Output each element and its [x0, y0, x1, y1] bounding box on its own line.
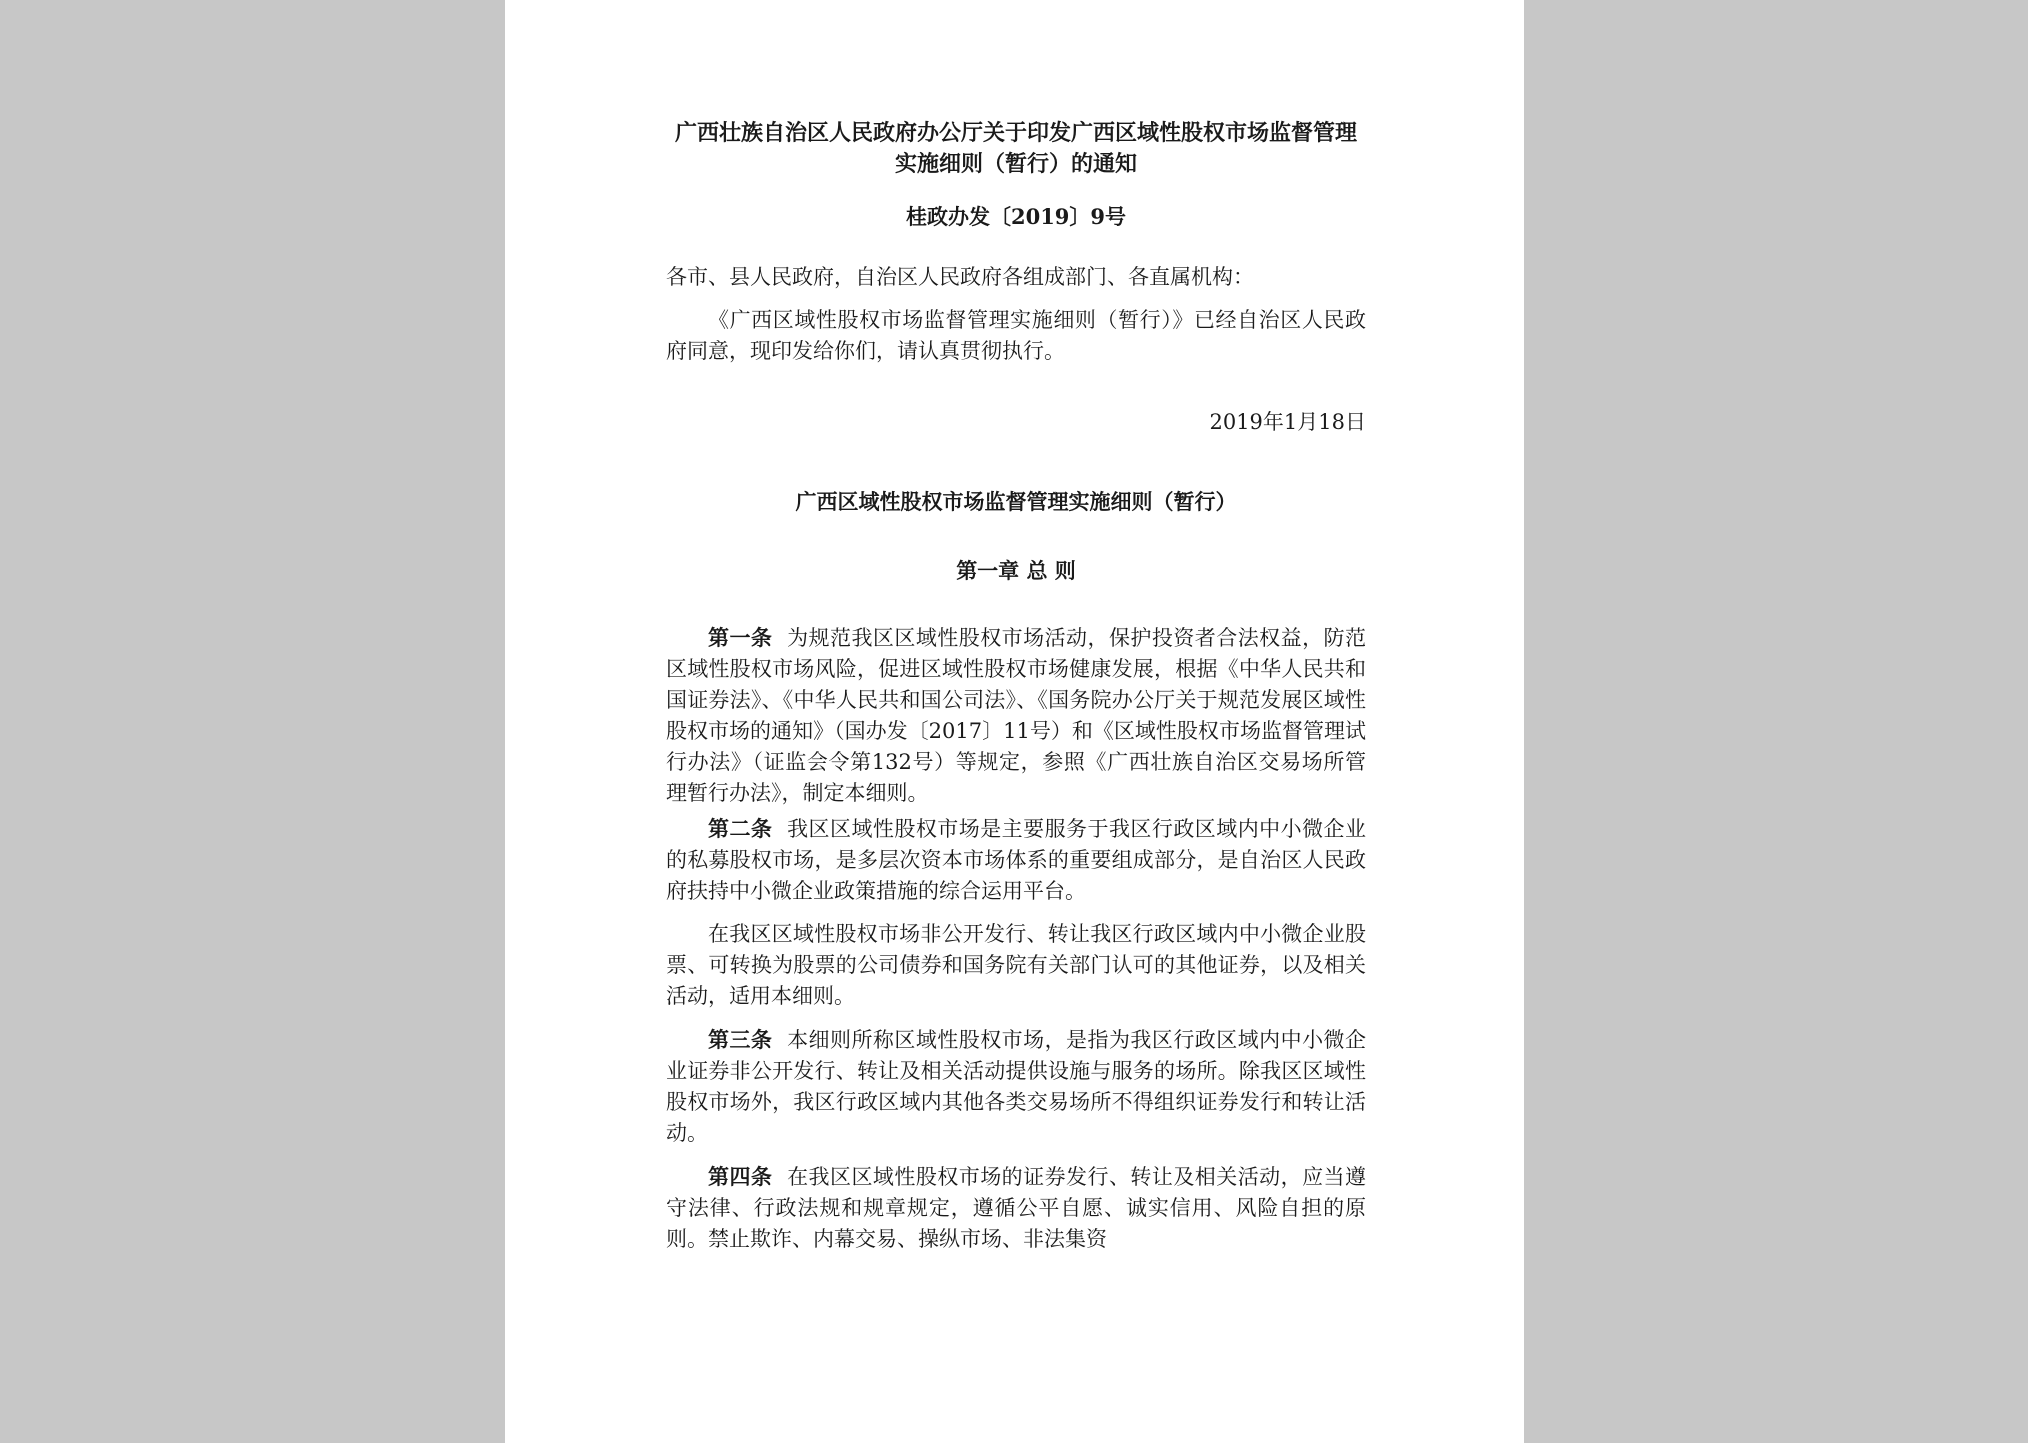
- document-number: 桂政办发〔2019〕9号: [905, 204, 1127, 229]
- article-label: 第三条: [708, 1027, 773, 1052]
- chapter-title: 第一章 总 则: [956, 558, 1076, 583]
- article-text: 在我区区域性股权市场非公开发行、转让我区行政区域内中小微企业股票、可转换为股票的公司债券和国务院有关部门认可的其他证券，以及相关活动，适用本细则。: [666, 922, 1366, 1008]
- article-3: [666, 1024, 1366, 1149]
- article-4: [666, 1161, 1366, 1255]
- article-text: 在我区区域性股权市场的证券发行、转让及相关活动，应当遵守法律、行政法规和规章规定，遵循公平自愿、诚实信用、风险自担的原则。禁止欺诈、内幕交易、操纵市场、非法集资: [666, 1165, 1367, 1251]
- document-content: [666, 118, 1366, 1255]
- article-text: 为规范我区区域性股权市场活动，保护投资者合法权益，防范区域性股权市场风险，促进区域性股权市场健康发展，根据《中华人民共和国证券法》、《中华人民共和国公司法》、《国务院办公厅关于规范发展区域性股权市场的通知》（国办发〔2017〕11号）和《区域性股权市场监督管理试行办法》（证监会令第132号）等规定，参照《广西壮族自治区交易场所管理暂行办法》，制定本细则。: [666, 626, 1367, 805]
- article-label: 第一条: [708, 625, 773, 650]
- document-page: [505, 0, 1524, 1443]
- article-2: [666, 813, 1366, 907]
- issue-date: 2019年1月18日: [1209, 410, 1366, 434]
- article-text: 我区区域性股权市场是主要服务于我区行政区域内中小微企业的私募股权市场，是多层次资本市场体系的重要组成部分，是自治区人民政府扶持中小微企业政策措施的综合运用平台。: [666, 817, 1367, 903]
- article-text: 本细则所称区域性股权市场，是指为我区行政区域内中小微企业证券非公开发行、转让及相关活动提供设施与服务的场所。除我区区域性股权市场外，我区行政区域内其他各类交易场所不得组织证券发行和转让活动。: [666, 1028, 1367, 1145]
- document-title: 广西壮族自治区人民政府办公厅关于印发广西区域性股权市场监督管理实施细则（暂行）的通知: [674, 120, 1357, 177]
- rules-title: 广西区域性股权市场监督管理实施细则（暂行）: [795, 489, 1237, 514]
- article-label: 第四条: [708, 1164, 773, 1189]
- addressee: 各市、县人民政府，自治区人民政府各组成部门、各直属机构：: [666, 265, 1254, 289]
- article-1: [666, 622, 1366, 809]
- article-label: 第二条: [708, 816, 773, 841]
- intro-paragraph: 《广西区域性股权市场监督管理实施细则（暂行）》已经自治区人民政府同意，现印发给你们，请认真贯彻执行。: [666, 308, 1366, 363]
- article-2-paragraph-2: [666, 919, 1366, 1012]
